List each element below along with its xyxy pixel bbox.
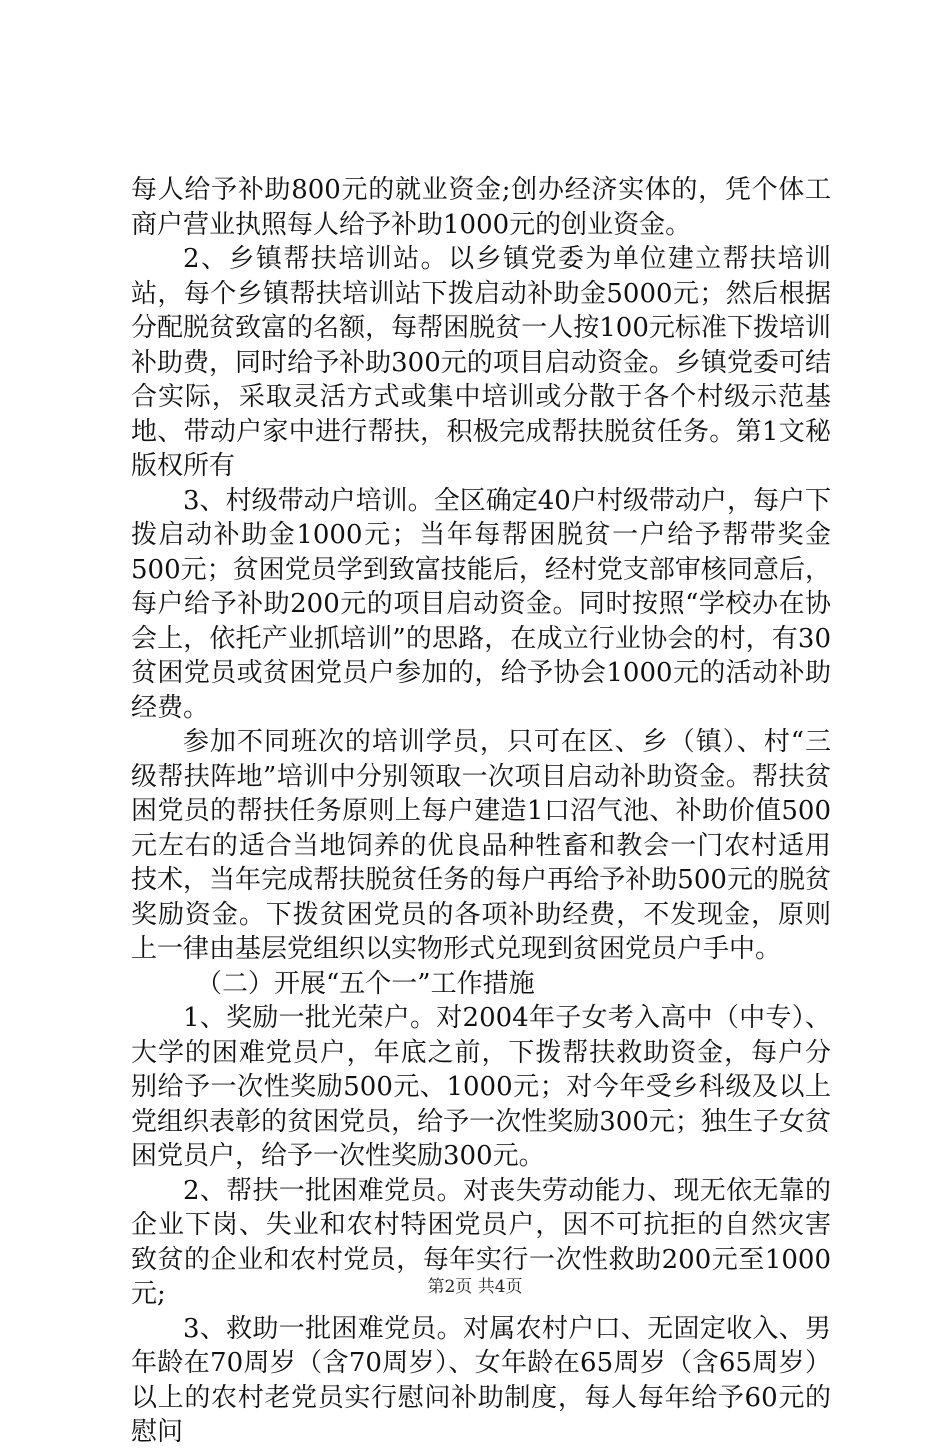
paragraph-help-members: 2、帮扶一批困难党员。对丧失劳动能力、现无依无靠的企业下岗、失业和农村特困党员户，因不可抗拒的自然灾害致贫的企业和农村党员，每年实行一次性救助200元至1000元; — [131, 1175, 831, 1309]
paragraph-township-training: 2、乡镇帮扶培训站。以乡镇党委为单位建立帮扶培训站，每个乡镇帮扶培训站下拨启动补助金5000元；然后根据分配脱贫致富的名额，每帮困脱贫一人按100元标准下拨培训补助费，同时给予补助300元的项目启动资金。乡镇党委可结合实际，采取灵活方式或集中培训或分散于各个村级示范基地、带动户家中进行帮扶，积极完成帮扶脱贫任务。第1文秘版权所有 — [131, 244, 831, 481]
section-heading: （二）开展“五个一”工作措施 — [196, 968, 535, 999]
paragraph-trainee-rules: 参加不同班次的培训学员，只可在区、乡（镇）、村“三级帮扶阵地”培训中分别领取一次项目启动补助资金。帮扶贫困党员的帮扶任务原则上每户建造1口沼气池、补助价值500元左右的适合当地饲养的优良品种牲畜和教会一门农村适用技术，当年完成帮扶脱贫任务的每户再给予补助500元的脱贫奖励资金。下拨贫困党员的各项补助经费，不发现金，原则上一律由基层党组织以实物形式兑现到贫困党员户手中。 — [131, 727, 831, 964]
page-number-footer: 第2页 共4页 — [427, 1277, 523, 1297]
paragraph-relief-members: 3、救助一批困难党员。对属农村户口、无固定收入、男年龄在70周岁（含70周岁）、女年龄在65周岁（含65周岁）以上的农村老党员实行慰问补助制度，每人每年给予60元的慰问 — [131, 1313, 831, 1447]
paragraph-reward-households: 1、奖励一批光荣户。对2004年子女考入高中（中专）、大学的困难党员户，年底之前，下拨帮扶救助资金，每户分别给予一次性奖励500元、1000元；对今年受乡科级及以上党组织表彰的贫困党员，给予一次性奖励300元；独生子女贫困党员户，给予一次性奖励300元。 — [131, 1003, 831, 1171]
paragraph-continuation: 每人给予补助800元的就业资金;创办经济实体的，凭个体工商户营业执照每人给予补助1000元的创业资金。 — [131, 175, 831, 240]
body-text — [131, 173, 831, 1450]
paragraph-village-training: 3、村级带动户培训。全区确定40户村级带动户，每户下拨启动补助金1000元；当年每帮困脱贫一户给予帮带奖金500元；贫困党员学到致富技能后，经村党支部审核同意后，每户给予补助200元的项目启动资金。同时按照“学校办在协会上，依托产业抓培训”的思路，在成立行业协会的村，有30贫困党员或贫困党员户参加的，给予协会1000元的活动补助经费。 — [131, 485, 831, 723]
